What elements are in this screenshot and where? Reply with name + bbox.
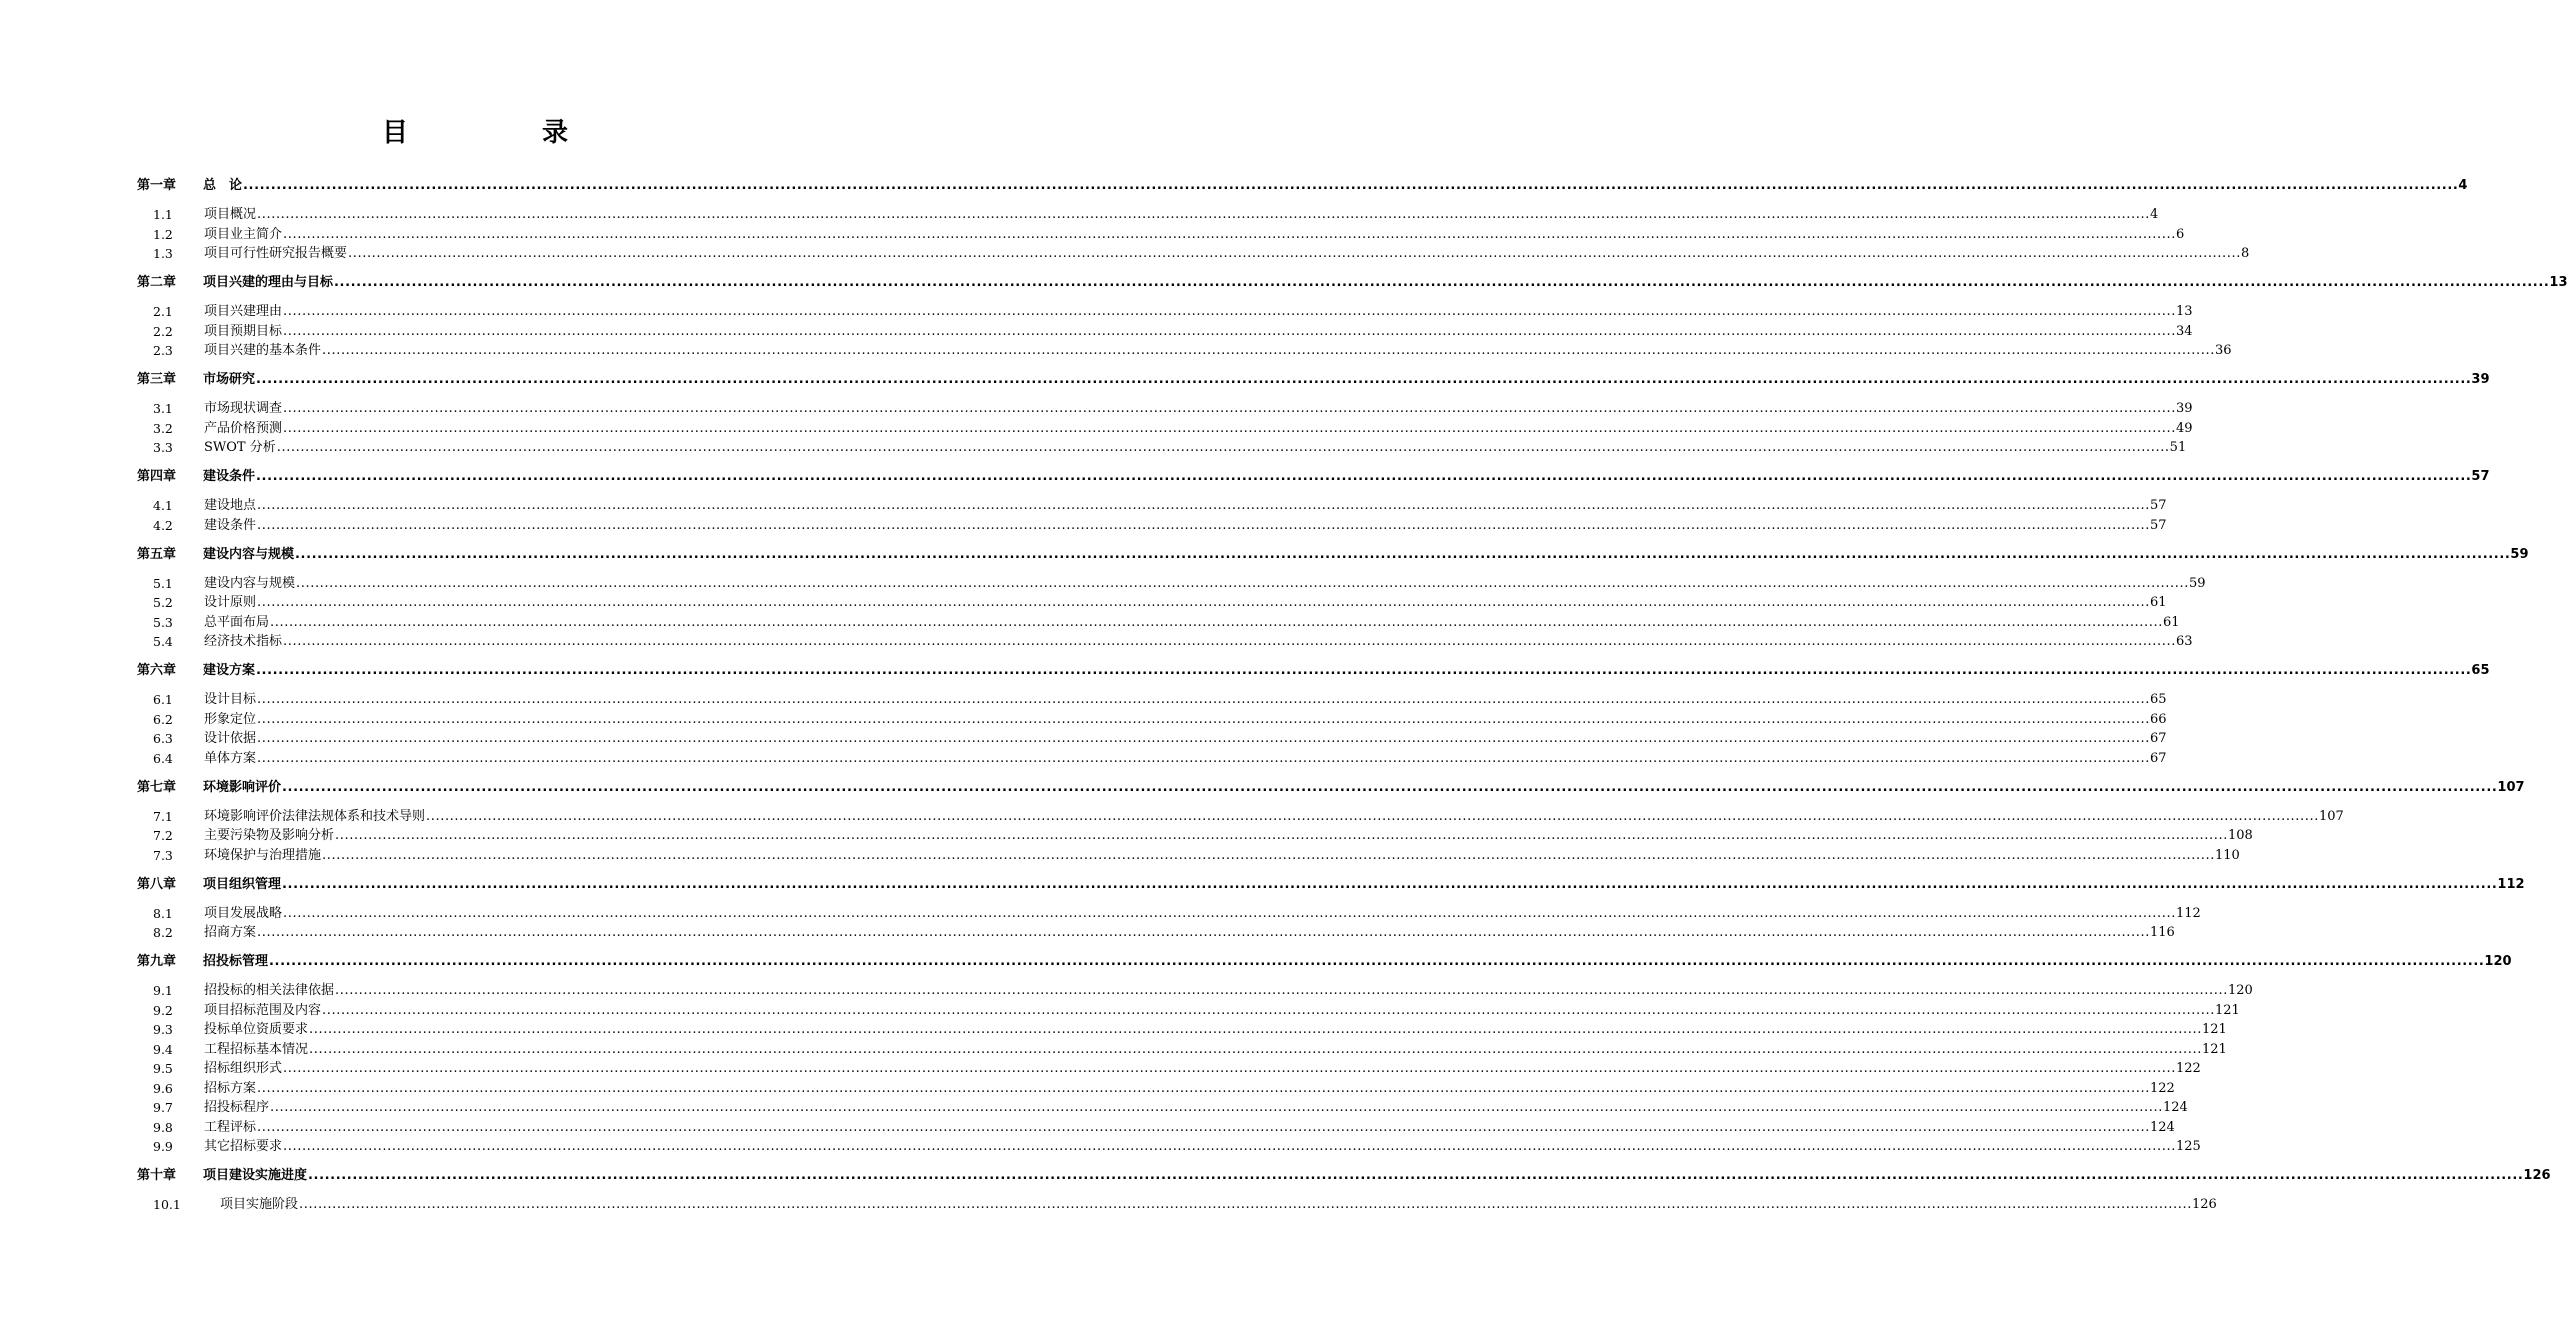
- toc-entry-title: 环境影响评价法律法规体系和技术导则: [204, 807, 426, 827]
- dot-leader: ................................................................................................................................................................................................................................................................................................................................................................................................................: [322, 343, 2215, 358]
- toc-entry-number: 3.2: [153, 420, 173, 436]
- toc-page-number: 8: [2241, 244, 2249, 264]
- dot-leader: ................................................................................................................................................................................................................................................................................................................................................................................................................: [296, 575, 2189, 591]
- toc-entry-number: 9.1: [153, 983, 173, 998]
- toc-entry-title: 其它招标要求: [204, 1137, 283, 1157]
- toc-entry-title: SWOT 分析: [204, 438, 277, 458]
- toc-entry-title: 建设条件: [203, 467, 256, 487]
- dot-leader: ................................................................................................................................................................................................................................................................................................................................................................................................................: [283, 634, 2176, 649]
- toc-entry-number: 7.1: [153, 808, 173, 824]
- toc-page-number: 121: [2202, 1020, 2227, 1040]
- toc-page-number: 13: [2549, 273, 2567, 293]
- toc-entry-title: 环境保护与治理措施: [204, 846, 322, 866]
- toc-entry-title: 经济技术指标: [204, 632, 283, 652]
- toc-entry-title: 设计依据: [204, 729, 257, 749]
- toc-section-entry[interactable]: [137, 807, 2344, 827]
- toc-section-entry[interactable]: [137, 826, 2253, 846]
- dot-leader: ................................................................................................................................................................................................................................................................................................................................................................................................................: [269, 954, 2485, 969]
- toc-section-entry[interactable]: [137, 1079, 2175, 1099]
- toc-entry-number: 9.9: [153, 1139, 173, 1154]
- toc-entry-number: 6.2: [153, 711, 173, 727]
- toc-entry-title: 项目建设实施进度: [203, 1166, 308, 1186]
- toc-section-entry[interactable]: [137, 1137, 2201, 1157]
- toc-chapter-entry[interactable]: [137, 545, 2529, 565]
- toc-entry-number: 第十章: [137, 1168, 177, 1183]
- dot-leader: ................................................................................................................................................................................................................................................................................................................................................................................................................: [283, 323, 2176, 339]
- dot-leader: ................................................................................................................................................................................................................................................................................................................................................................................................................: [257, 692, 2150, 707]
- toc-entry-number: 第四章: [137, 469, 177, 484]
- dot-leader: ................................................................................................................................................................................................................................................................................................................................................................................................................: [426, 808, 2319, 824]
- dot-leader: ................................................................................................................................................................................................................................................................................................................................................................................................................: [283, 420, 2176, 436]
- toc-entry-title: 招投标管理: [203, 952, 269, 972]
- toc-section-entry[interactable]: [137, 632, 2193, 652]
- toc-chapter-entry[interactable]: [137, 875, 2525, 895]
- toc-section-entry[interactable]: [137, 1098, 2188, 1118]
- dot-leader: ................................................................................................................................................................................................................................................................................................................................................................................................................: [257, 517, 2150, 533]
- toc-entry-number: 2.3: [153, 343, 173, 358]
- toc-entry-title: 建设地点: [204, 496, 257, 516]
- toc-section-entry[interactable]: [137, 1195, 2217, 1215]
- dot-leader: ................................................................................................................................................................................................................................................................................................................................................................................................................: [257, 731, 2150, 746]
- dot-leader: ................................................................................................................................................................................................................................................................................................................................................................................................................: [257, 1080, 2150, 1096]
- dot-leader: ................................................................................................................................................................................................................................................................................................................................................................................................................: [308, 1168, 2524, 1183]
- toc-entry-title: 项目兴建的理由与目标: [203, 273, 334, 293]
- toc-section-entry[interactable]: [137, 419, 2193, 439]
- toc-section-entry[interactable]: [137, 341, 2232, 361]
- toc-section-entry[interactable]: [137, 574, 2206, 594]
- dot-leader: ................................................................................................................................................................................................................................................................................................................................................................................................................: [282, 779, 2498, 795]
- toc-entry-number: 第八章: [137, 876, 177, 892]
- toc-page-number: 121: [2202, 1040, 2227, 1060]
- toc-chapter-entry[interactable]: [137, 952, 2512, 972]
- toc-entry-number: 第五章: [137, 546, 177, 562]
- toc-entry-title: 总 论: [203, 176, 243, 196]
- toc-entry-title: 招投标程序: [204, 1098, 270, 1118]
- toc-section-entry[interactable]: [137, 1001, 2240, 1021]
- toc-entry-title: 项目预期目标: [204, 322, 283, 342]
- toc-section-entry[interactable]: [137, 981, 2253, 1001]
- toc-entry-title: 项目组织管理: [203, 875, 282, 895]
- toc-entry-number: 4.2: [153, 517, 173, 533]
- toc-page-number: 67: [2150, 729, 2167, 749]
- toc-page-number: 57: [2150, 496, 2167, 516]
- toc-section-entry[interactable]: [137, 710, 2167, 730]
- toc-entry-title: 设计原则: [204, 593, 257, 613]
- toc-entry-number: 9.2: [153, 1002, 173, 1018]
- toc-page-number: 112: [2176, 904, 2201, 924]
- toc-entry-number: 1.1: [153, 207, 173, 222]
- toc-page-number: 61: [2163, 613, 2180, 633]
- toc-section-entry[interactable]: [137, 1059, 2201, 1079]
- toc-entry-number: 10.1: [153, 1197, 181, 1212]
- toc-page-number: 112: [2497, 875, 2524, 895]
- toc-section-entry[interactable]: [137, 729, 2167, 749]
- dot-leader: ................................................................................................................................................................................................................................................................................................................................................................................................................: [243, 178, 2459, 193]
- toc-entry-title: 招标组织形式: [204, 1059, 283, 1079]
- toc-page-number: 4: [2458, 176, 2467, 196]
- toc-section-entry[interactable]: [137, 399, 2193, 419]
- toc-entry-number: 3.1: [153, 401, 173, 416]
- toc-entry-title: 招商方案: [204, 923, 257, 943]
- toc-entry-number: 第六章: [137, 663, 177, 678]
- toc-entry-number: 2.2: [153, 323, 173, 339]
- toc-section-entry[interactable]: [137, 244, 2250, 264]
- dot-leader: ................................................................................................................................................................................................................................................................................................................................................................................................................: [283, 1139, 2176, 1154]
- toc-page-number: 57: [2471, 467, 2489, 487]
- toc-section-entry[interactable]: [137, 749, 2167, 769]
- toc-section-entry[interactable]: [137, 322, 2193, 342]
- toc-section-entry[interactable]: [137, 846, 2240, 866]
- toc-entry-number: 1.3: [153, 246, 173, 261]
- toc-entry-number: 第二章: [137, 275, 177, 290]
- toc-entry-title: 项目实施阶段: [220, 1195, 299, 1215]
- toc-page-number: 124: [2163, 1098, 2188, 1118]
- toc-page-number: 59: [2189, 574, 2206, 594]
- toc-entry-title: 环境影响评价: [203, 778, 282, 798]
- toc-section-entry[interactable]: [137, 438, 2187, 458]
- toc-page-number: 66: [2150, 710, 2167, 730]
- toc-section-entry[interactable]: [137, 613, 2180, 633]
- toc-entry-number: 第九章: [137, 954, 177, 969]
- toc-page-number: 120: [2228, 981, 2253, 1001]
- toc-entry-number: 第一章: [137, 178, 177, 193]
- toc-section-entry[interactable]: [137, 302, 2193, 322]
- dot-leader: ................................................................................................................................................................................................................................................................................................................................................................................................................: [335, 828, 2228, 843]
- dot-leader: ................................................................................................................................................................................................................................................................................................................................................................................................................: [334, 275, 2550, 290]
- toc-page-number: 36: [2215, 341, 2232, 361]
- toc-page-number: 126: [2192, 1195, 2217, 1215]
- toc-section-entry[interactable]: [137, 923, 2175, 943]
- dot-leader: ................................................................................................................................................................................................................................................................................................................................................................................................................: [309, 1022, 2202, 1037]
- toc-page-number: 6: [2176, 225, 2184, 245]
- toc-entry-number: 9.3: [153, 1022, 173, 1037]
- toc-page-number: 122: [2150, 1079, 2175, 1099]
- dot-leader: ................................................................................................................................................................................................................................................................................................................................................................................................................: [257, 711, 2150, 727]
- toc-entry-title: 产品价格预测: [204, 419, 283, 439]
- toc-chapter-entry[interactable]: [137, 1166, 2551, 1186]
- toc-chapter-entry[interactable]: [137, 370, 2490, 390]
- dot-leader: ................................................................................................................................................................................................................................................................................................................................................................................................................: [270, 614, 2163, 630]
- dot-leader: ................................................................................................................................................................................................................................................................................................................................................................................................................: [295, 546, 2511, 562]
- toc-entry-number: 6.3: [153, 731, 173, 746]
- toc-section-entry[interactable]: [137, 496, 2167, 516]
- toc-chapter-entry[interactable]: [137, 467, 2490, 487]
- toc-page-number: 125: [2176, 1137, 2201, 1157]
- dot-leader: ................................................................................................................................................................................................................................................................................................................................................................................................................: [322, 847, 2215, 863]
- dot-leader: ................................................................................................................................................................................................................................................................................................................................................................................................................: [257, 498, 2150, 513]
- toc-entry-number: 第三章: [137, 372, 177, 387]
- toc-entry-title: 建设条件: [204, 516, 257, 536]
- toc-chapter-entry[interactable]: [137, 661, 2490, 681]
- dot-leader: ................................................................................................................................................................................................................................................................................................................................................................................................................: [256, 372, 2472, 387]
- toc-page-number: 51: [2170, 438, 2187, 458]
- toc-entry-title: 设计目标: [204, 690, 257, 710]
- toc-page-number: 39: [2176, 399, 2193, 419]
- toc-entry-number: 9.5: [153, 1061, 173, 1076]
- toc-chapter-entry[interactable]: [137, 273, 2568, 293]
- toc-page-number: 120: [2484, 952, 2511, 972]
- toc-entry-title: 项目概况: [204, 205, 257, 225]
- dot-leader: ................................................................................................................................................................................................................................................................................................................................................................................................................: [309, 1041, 2202, 1057]
- toc-page-number: 122: [2176, 1059, 2201, 1079]
- toc-entry-title: 市场研究: [203, 370, 256, 390]
- toc-page-number: 63: [2176, 632, 2193, 652]
- toc-entry-number: 2.1: [153, 304, 173, 319]
- dot-leader: ................................................................................................................................................................................................................................................................................................................................................................................................................: [257, 207, 2150, 222]
- dot-leader: ................................................................................................................................................................................................................................................................................................................................................................................................................: [270, 1100, 2163, 1115]
- dot-leader: ................................................................................................................................................................................................................................................................................................................................................................................................................: [322, 1002, 2215, 1018]
- dot-leader: ................................................................................................................................................................................................................................................................................................................................................................................................................: [282, 876, 2498, 892]
- toc-page-number: 126: [2523, 1166, 2550, 1186]
- toc-entry-number: 4.1: [153, 498, 173, 513]
- toc-entry-title: 单体方案: [204, 749, 257, 769]
- toc-page-number: 116: [2150, 923, 2175, 943]
- toc-page-number: 13: [2176, 302, 2193, 322]
- toc-section-entry[interactable]: [137, 1118, 2175, 1138]
- toc-entry-title: 项目兴建理由: [204, 302, 283, 322]
- toc-entry-number: 9.8: [153, 1119, 173, 1135]
- dot-leader: ................................................................................................................................................................................................................................................................................................................................................................................................................: [257, 1119, 2150, 1135]
- toc-page-number: 108: [2228, 826, 2253, 846]
- toc-entry-number: 9.4: [153, 1041, 173, 1057]
- toc-entry-title: 工程评标: [204, 1118, 257, 1138]
- toc-page-number: 65: [2471, 661, 2489, 681]
- toc-page-number: 61: [2150, 593, 2167, 613]
- dot-leader: ................................................................................................................................................................................................................................................................................................................................................................................................................: [283, 304, 2176, 319]
- dot-leader: ................................................................................................................................................................................................................................................................................................................................................................................................................: [256, 663, 2472, 678]
- toc-entry-title: 形象定位: [204, 710, 257, 730]
- dot-leader: ................................................................................................................................................................................................................................................................................................................................................................................................................: [283, 1061, 2176, 1076]
- dot-leader: ................................................................................................................................................................................................................................................................................................................................................................................................................: [283, 401, 2176, 416]
- dot-leader: ................................................................................................................................................................................................................................................................................................................................................................................................................: [348, 246, 2241, 261]
- toc-entry-number: 1.2: [153, 226, 173, 242]
- toc-page-number: 59: [2510, 545, 2528, 565]
- dot-leader: ................................................................................................................................................................................................................................................................................................................................................................................................................: [335, 983, 2228, 998]
- toc-entry-title: 市场现状调查: [204, 399, 283, 419]
- toc-entry-number: 7.3: [153, 847, 173, 863]
- toc-entry-title: 项目兴建的基本条件: [204, 341, 322, 361]
- toc-entry-number: 3.3: [153, 440, 173, 455]
- toc-entry-title: 项目可行性研究报告概要: [204, 244, 348, 264]
- dot-leader: ................................................................................................................................................................................................................................................................................................................................................................................................................: [283, 226, 2176, 242]
- toc-entry-title: 建设内容与规模: [203, 545, 295, 565]
- toc-page-number: 121: [2215, 1001, 2240, 1021]
- toc-section-entry[interactable]: [137, 593, 2167, 613]
- toc-entry-title: 总平面布局: [204, 613, 270, 633]
- toc-entry-title: 建设方案: [203, 661, 256, 681]
- toc-entry-title: 项目发展战略: [204, 904, 283, 924]
- dot-leader: ................................................................................................................................................................................................................................................................................................................................................................................................................: [256, 469, 2472, 484]
- toc-page-number: 49: [2176, 419, 2193, 439]
- toc-entry-number: 6.1: [153, 692, 173, 707]
- toc-section-entry[interactable]: [137, 516, 2167, 536]
- toc-page-number: 65: [2150, 690, 2167, 710]
- toc-section-entry[interactable]: [137, 225, 2185, 245]
- table-of-contents: [137, 176, 2568, 1215]
- toc-entry-number: 8.2: [153, 925, 173, 940]
- dot-leader: ................................................................................................................................................................................................................................................................................................................................................................................................................: [257, 750, 2150, 766]
- toc-entry-title: 主要污染物及影响分析: [204, 826, 335, 846]
- page-title: 目 录: [381, 118, 622, 148]
- toc-page-number: 124: [2150, 1118, 2175, 1138]
- toc-entry-number: 8.1: [153, 905, 173, 921]
- toc-section-entry[interactable]: [137, 1040, 2227, 1060]
- toc-page-number: 110: [2215, 846, 2240, 866]
- toc-entry-number: 第七章: [137, 779, 177, 795]
- toc-entry-number: 5.1: [153, 575, 173, 591]
- toc-entry-title: 项目业主简介: [204, 225, 283, 245]
- toc-section-entry[interactable]: [137, 690, 2167, 710]
- toc-chapter-entry[interactable]: [137, 176, 2468, 196]
- dot-leader: ................................................................................................................................................................................................................................................................................................................................................................................................................: [257, 925, 2150, 940]
- toc-entry-title: 招标方案: [204, 1079, 257, 1099]
- toc-section-entry[interactable]: [137, 904, 2201, 924]
- toc-entry-number: 7.2: [153, 828, 173, 843]
- dot-leader: ................................................................................................................................................................................................................................................................................................................................................................................................................: [283, 905, 2176, 921]
- toc-entry-title: 投标单位资质要求: [204, 1020, 309, 1040]
- toc-page-number: 34: [2176, 322, 2193, 342]
- toc-page-number: 107: [2497, 778, 2524, 798]
- toc-entry-number: 5.2: [153, 595, 173, 610]
- toc-section-entry[interactable]: [137, 205, 2159, 225]
- dot-leader: ................................................................................................................................................................................................................................................................................................................................................................................................................: [276, 440, 2170, 455]
- toc-entry-title: 招投标的相关法律依据: [204, 981, 335, 1001]
- toc-entry-title: 建设内容与规模: [204, 574, 296, 594]
- toc-page-number: 107: [2319, 807, 2344, 827]
- toc-page-number: 57: [2150, 516, 2167, 536]
- toc-entry-number: 9.6: [153, 1080, 173, 1096]
- toc-entry-number: 5.4: [153, 634, 173, 649]
- toc-entry-number: 5.3: [153, 614, 173, 630]
- toc-page-number: 4: [2150, 205, 2158, 225]
- toc-entry-number: 6.4: [153, 750, 173, 766]
- toc-page-number: 39: [2471, 370, 2489, 390]
- toc-entry-number: 9.7: [153, 1100, 173, 1115]
- toc-page-number: 67: [2150, 749, 2167, 769]
- dot-leader: ................................................................................................................................................................................................................................................................................................................................................................................................................: [299, 1197, 2192, 1212]
- toc-entry-title: 工程招标基本情况: [204, 1040, 309, 1060]
- dot-leader: ................................................................................................................................................................................................................................................................................................................................................................................................................: [257, 595, 2150, 610]
- toc-section-entry[interactable]: [137, 1020, 2227, 1040]
- toc-entry-title: 项目招标范围及内容: [204, 1001, 322, 1021]
- toc-chapter-entry[interactable]: [137, 778, 2525, 798]
